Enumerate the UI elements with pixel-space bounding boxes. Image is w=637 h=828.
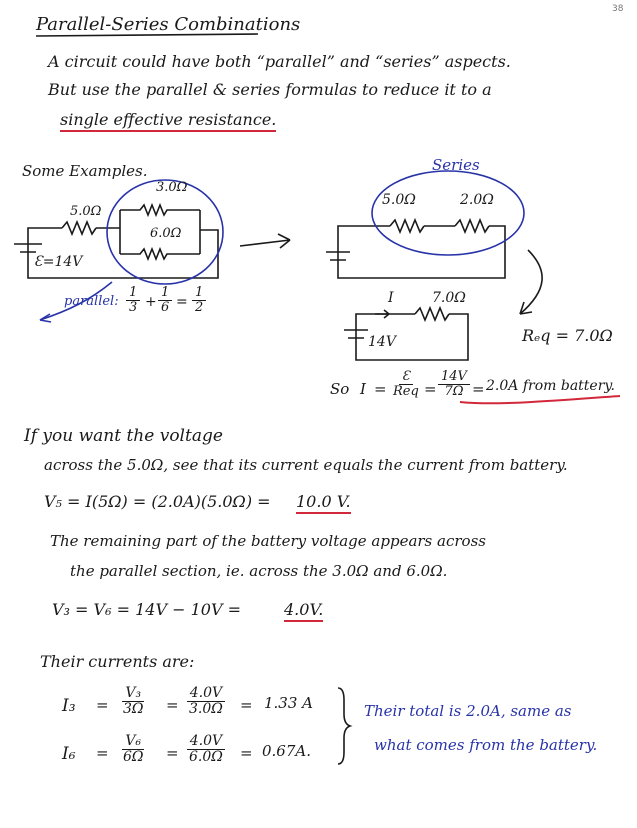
v5-result: 10.0 V.	[296, 492, 351, 514]
frac-den: 3.0Ω	[189, 700, 223, 717]
r2-1-label: 5.0Ω	[382, 192, 416, 208]
frac-emf-req	[390, 370, 422, 398]
frac-1-3	[126, 286, 140, 314]
i6-eq-2: =	[166, 744, 179, 762]
frac-den: 6	[161, 299, 170, 315]
intro-line-1: A circuit could have both “parallel” and “series” aspects.	[48, 52, 511, 71]
so-label: So	[330, 380, 350, 398]
frac-den: 3	[129, 299, 138, 315]
page-number: 38	[612, 4, 624, 14]
frac-num: Ɛ	[399, 370, 413, 385]
intro-line-2: But use the parallel & series formulas to reduce it to a	[48, 80, 492, 99]
voltage-line-3: The remaining part of the battery voltage appears across	[50, 532, 486, 550]
frac-num: 1	[158, 286, 172, 301]
frac-v3-3ohm	[120, 686, 147, 716]
frac-num: 14V	[438, 370, 470, 385]
voltage-line-2: across the 5.0Ω, see that its current equals the current from battery.	[44, 456, 568, 474]
plus-sign: +	[145, 294, 157, 310]
frac-1-6	[158, 286, 172, 314]
note-line-2: what comes from the battery.	[374, 736, 598, 754]
brace	[338, 688, 350, 764]
frac-num: 1	[192, 286, 206, 301]
resistor-3ohm	[120, 205, 200, 215]
frac-num: 4.0V	[187, 734, 225, 750]
current-arrow	[375, 310, 389, 318]
frac-4v-6ohm	[186, 734, 226, 764]
frac-4v-3ohm	[186, 686, 226, 716]
frac-num: V₃	[122, 686, 144, 702]
frac-den: Req	[393, 383, 419, 399]
equals-sign: =	[176, 294, 188, 310]
r3-label: 7.0Ω	[432, 290, 466, 306]
voltage-label: 14V	[368, 334, 396, 350]
so-eq-2: =	[424, 380, 437, 398]
frac-14v-7ohm	[438, 370, 470, 398]
parallel-label: parallel:	[64, 294, 119, 309]
so-lhs: I	[360, 380, 366, 398]
examples-label: Some Examples.	[22, 162, 148, 180]
i6-value: 0.67A.	[262, 742, 311, 760]
currents-heading: Their currents are:	[40, 652, 195, 671]
so-eq-3: =	[472, 380, 485, 398]
frac-1-2	[192, 286, 206, 314]
series-label: Series	[432, 156, 480, 174]
title-underline	[36, 34, 258, 36]
i6-lhs: I₆	[62, 744, 76, 764]
i6-eq-3: =	[240, 744, 253, 762]
frac-den: 7Ω	[444, 383, 464, 399]
req-label: Rₑq = 7.0Ω	[522, 326, 613, 345]
i3-eq-2: =	[166, 696, 179, 714]
resistor3-7ohm	[415, 308, 449, 320]
frac-num: V₆	[122, 734, 144, 750]
frac-den: 6Ω	[123, 748, 144, 765]
intro-line-3: single effective resistance.	[60, 110, 276, 132]
v3-result: 4.0V.	[284, 600, 323, 622]
i3-value: 1.33 A	[264, 694, 313, 712]
i3-lhs: I₃	[62, 696, 76, 716]
resistor-5ohm	[62, 222, 96, 234]
voltage-line-4: the parallel section, ie. across the 3.0Ω and 6.0Ω.	[70, 562, 448, 580]
frac-den: 2	[195, 299, 204, 315]
note-line-1: Their total is 2.0A, same as	[364, 702, 572, 720]
resistor2-2ohm	[455, 220, 489, 232]
emf-label: Ɛ=14V	[34, 254, 83, 270]
i3-eq-3: =	[240, 696, 253, 714]
resistor-6ohm	[120, 249, 200, 259]
so-result: 2.0A from battery.	[486, 378, 615, 394]
series-highlight	[372, 171, 524, 255]
frac-den: 3Ω	[123, 700, 144, 717]
wire-1	[28, 228, 62, 236]
r-parallel-top-label: 3.0Ω	[156, 180, 188, 195]
resistor2-5ohm	[390, 220, 424, 232]
so-eq-1: =	[374, 380, 387, 398]
r-series-label: 5.0Ω	[70, 204, 102, 219]
r-parallel-bottom-label: 6.0Ω	[150, 226, 182, 241]
frac-num: 4.0V	[187, 686, 225, 702]
frac-den: 6.0Ω	[189, 748, 223, 765]
current-label: I	[388, 290, 394, 306]
v5-equation: V₅ = I(5Ω) = (2.0A)(5.0Ω) =	[44, 492, 271, 511]
r2-2-label: 2.0Ω	[460, 192, 494, 208]
frac-num: 1	[126, 286, 140, 301]
v3-equation: V₃ = V₆ = 14V − 10V =	[52, 600, 241, 619]
i6-eq-1: =	[96, 744, 109, 762]
page-title: Parallel-Series Combinations	[36, 14, 301, 35]
voltage-line-1: If you want the voltage	[24, 426, 223, 446]
frac-v6-6ohm	[120, 734, 147, 764]
i3-eq-1: =	[96, 696, 109, 714]
